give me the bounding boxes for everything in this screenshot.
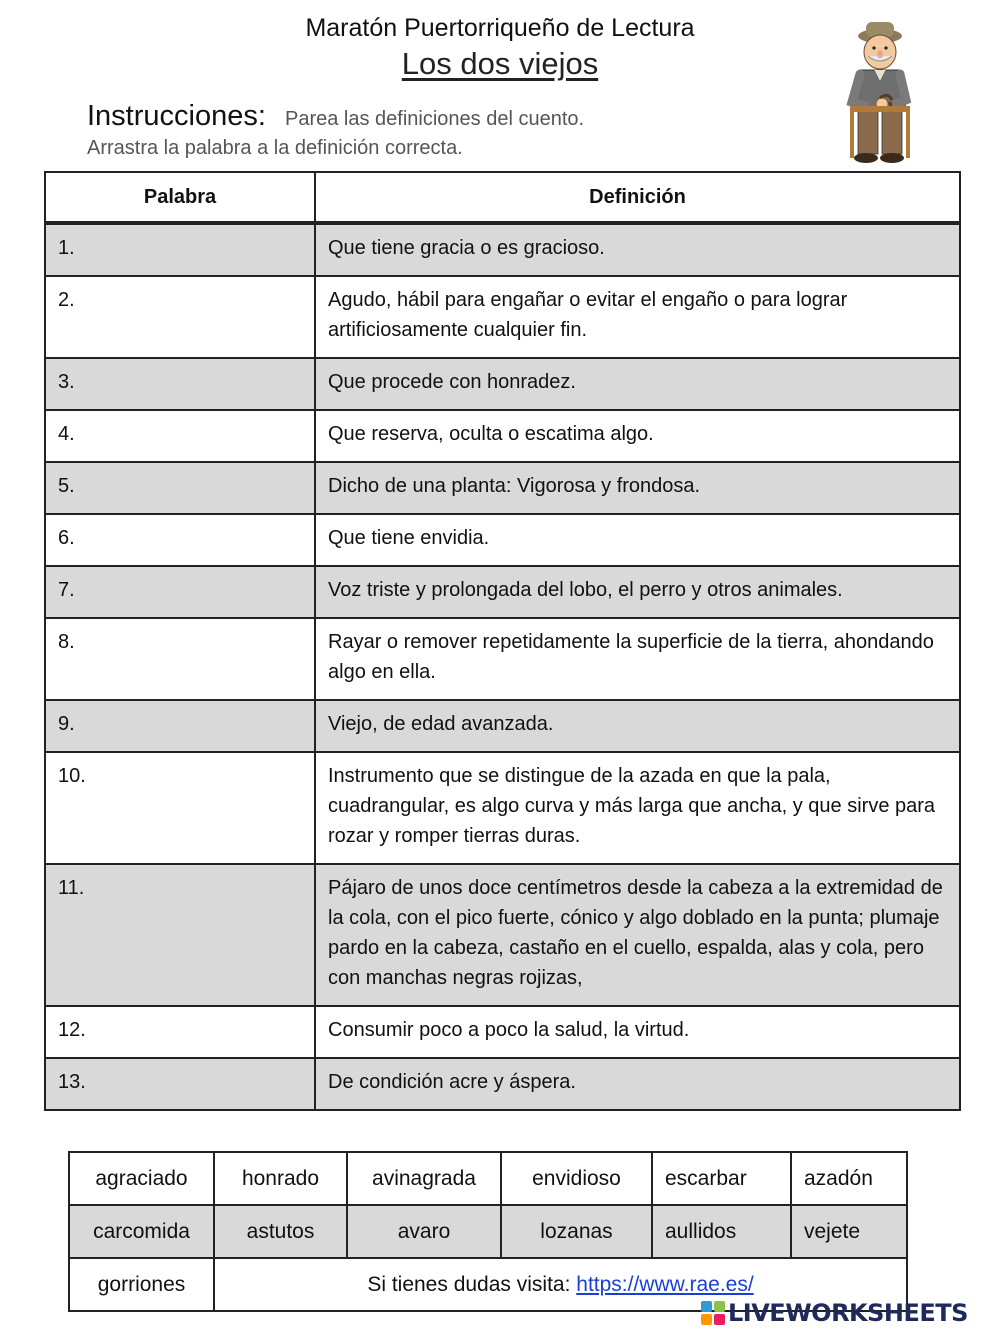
table-row <box>45 566 960 618</box>
definitions-table <box>44 171 961 1111</box>
table-row <box>45 700 960 752</box>
instructions-label: Instrucciones: <box>87 100 266 132</box>
word-chip[interactable]: agraciado <box>69 1152 214 1205</box>
table-row <box>45 1058 960 1110</box>
word-chip[interactable]: avinagrada <box>347 1152 501 1205</box>
old-man-with-cane-icon <box>840 18 935 168</box>
help-text: Si tienes dudas visita: <box>367 1272 577 1296</box>
drop-target-10[interactable]: 10. <box>45 752 315 864</box>
definition-cell: De condición acre y áspera. <box>315 1058 960 1110</box>
drop-target-11[interactable]: 11. <box>45 864 315 1006</box>
definition-cell: Voz triste y prolongada del lobo, el perro y otros animales. <box>315 566 960 618</box>
drop-target-5[interactable]: 5. <box>45 462 315 514</box>
word-chip[interactable]: envidioso <box>501 1152 652 1205</box>
table-row <box>45 752 960 864</box>
word-chip[interactable]: vejete <box>791 1205 907 1258</box>
definition-cell: Agudo, hábil para engañar o evitar el engaño o para lograr artificiosamente cualquier fin. <box>315 276 960 358</box>
story-title-text: Los dos viejos <box>401 46 599 81</box>
word-bank <box>68 1151 908 1312</box>
page-title: Maratón Puertorriqueño de Lectura <box>305 14 695 42</box>
drop-target-8[interactable]: 8. <box>45 618 315 700</box>
header-palabra: Palabra <box>45 172 315 223</box>
word-bank-row <box>69 1152 907 1205</box>
definition-cell: Consumir poco a poco la salud, la virtud. <box>315 1006 960 1058</box>
instructions-line-2: Arrastra la palabra a la definición correcta. <box>87 137 463 159</box>
word-chip[interactable]: honrado <box>214 1152 347 1205</box>
rae-link[interactable]: https://www.rae.es/ <box>576 1272 754 1296</box>
drop-target-9[interactable]: 9. <box>45 700 315 752</box>
liveworksheets-logo <box>700 1298 968 1328</box>
drop-target-1[interactable]: 1. <box>45 223 315 276</box>
definition-cell: Que procede con honradez. <box>315 358 960 410</box>
definition-cell: Que tiene gracia o es gracioso. <box>315 223 960 276</box>
table-row <box>45 462 960 514</box>
definition-cell: Que reserva, oculta o escatima algo. <box>315 410 960 462</box>
table-row <box>45 618 960 700</box>
drop-target-7[interactable]: 7. <box>45 566 315 618</box>
word-chip[interactable]: astutos <box>214 1205 347 1258</box>
liveworksheets-logo-text: LIVEWORKSHEETS <box>728 1299 968 1327</box>
word-chip[interactable]: gorriones <box>69 1258 214 1311</box>
word-bank-row <box>69 1205 907 1258</box>
drop-target-4[interactable]: 4. <box>45 410 315 462</box>
table-row <box>45 276 960 358</box>
drop-target-13[interactable]: 13. <box>45 1058 315 1110</box>
word-chip[interactable]: escarbar <box>652 1152 791 1205</box>
drop-target-2[interactable]: 2. <box>45 276 315 358</box>
definition-cell: Instrumento que se distingue de la azada en que la pala, cuadrangular, es algo curva y más larga que ancha, y que sirve para rozar y romper tierras duras. <box>315 752 960 864</box>
liveworksheets-logo-icon <box>700 1300 726 1326</box>
word-chip[interactable]: carcomida <box>69 1205 214 1258</box>
table-row <box>45 514 960 566</box>
definition-cell: Rayar o remover repetidamente la superficie de la tierra, ahondando algo en ella. <box>315 618 960 700</box>
word-chip[interactable]: lozanas <box>501 1205 652 1258</box>
definition-cell: Dicho de una planta: Vigorosa y frondosa. <box>315 462 960 514</box>
table-header-row <box>45 172 960 223</box>
table-row <box>45 358 960 410</box>
drop-target-12[interactable]: 12. <box>45 1006 315 1058</box>
drop-target-3[interactable]: 3. <box>45 358 315 410</box>
instructions-line-1: Parea las definiciones del cuento. <box>285 108 585 130</box>
definition-cell: Viejo, de edad avanzada. <box>315 700 960 752</box>
word-chip[interactable]: azadón <box>791 1152 907 1205</box>
drop-target-6[interactable]: 6. <box>45 514 315 566</box>
word-chip[interactable]: aullidos <box>652 1205 791 1258</box>
table-row <box>45 1006 960 1058</box>
header-definicion: Definición <box>315 172 960 223</box>
definition-cell: Pájaro de unos doce centímetros desde la cabeza a la extremidad de la cola, con el pico fuerte, cónico y algo doblado en la punta; plumaje pardo en la cabeza, castaño en el cuello, espalda, alas y cola, pero con manchas negras rojizas, <box>315 864 960 1006</box>
word-chip[interactable]: avaro <box>347 1205 501 1258</box>
table-row <box>45 223 960 276</box>
table-row <box>45 410 960 462</box>
table-row <box>45 864 960 1006</box>
definition-cell: Que tiene envidia. <box>315 514 960 566</box>
